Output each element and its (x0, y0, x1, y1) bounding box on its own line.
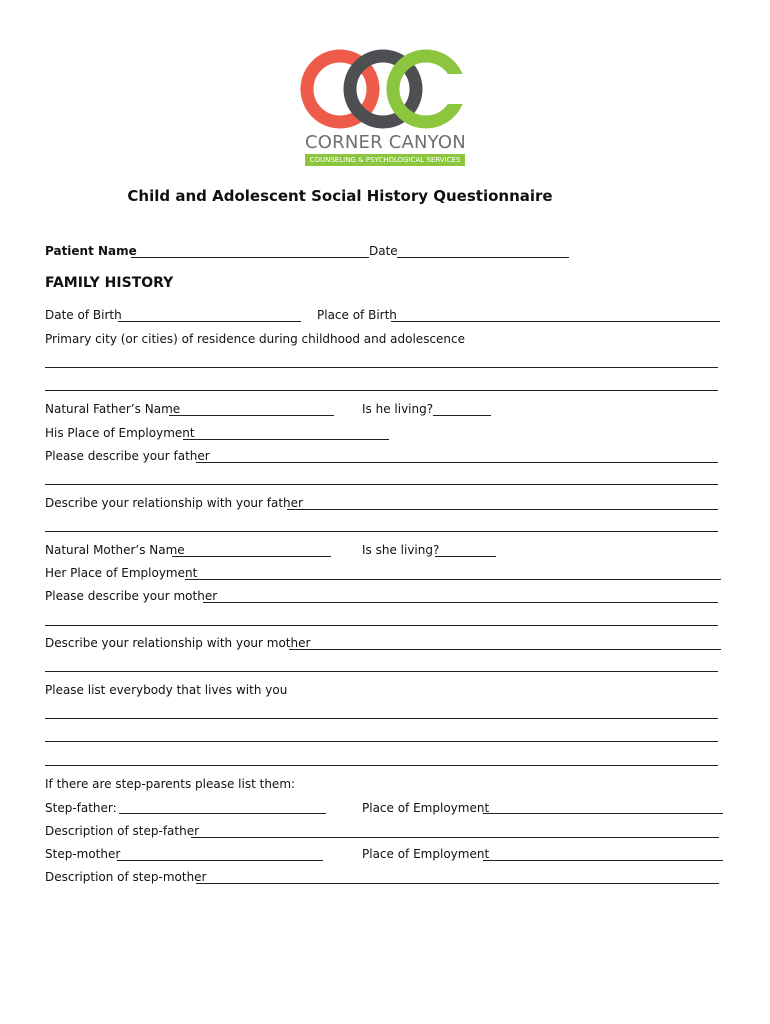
household-field-1[interactable] (45, 718, 718, 719)
stepmother-description-field[interactable] (196, 883, 719, 884)
father-describe-field-2[interactable] (45, 484, 718, 485)
stepfather-description-label: Description of step-father (45, 824, 200, 838)
father-living-label: Is he living? (362, 402, 434, 416)
date-of-birth-label: Date of Birth (45, 308, 122, 322)
page-title: Child and Adolescent Social History Questionnaire (127, 187, 553, 205)
father-describe-label: Please describe your father (45, 449, 210, 463)
household-label: Please list everybody that lives with you (45, 683, 288, 697)
mother-relationship-label: Describe your relationship with your mother (45, 636, 311, 650)
mother-describe-field-2[interactable] (45, 625, 718, 626)
date-label: Date (369, 244, 398, 258)
father-living-field[interactable] (433, 415, 491, 416)
stepfather-description-field[interactable] (191, 837, 719, 838)
residence-label: Primary city (or cities) of residence during childhood and adolescence (45, 332, 466, 346)
mother-name-label: Natural Mother’s Name (45, 543, 185, 557)
patient-name-field[interactable] (131, 257, 369, 258)
father-relationship-field-1[interactable] (287, 509, 718, 510)
stepmother-employment-field[interactable] (483, 860, 723, 861)
stepmother-field[interactable] (117, 860, 323, 861)
residence-field-1[interactable] (45, 367, 718, 368)
mother-living-field[interactable] (435, 556, 496, 557)
date-field[interactable] (397, 257, 569, 258)
mother-describe-field-1[interactable] (203, 602, 718, 603)
stepmother-description-label: Description of step-mother (45, 870, 207, 884)
logo-tagline: COUNSELING & PSYCHOLOGICAL SERVICES (305, 154, 465, 166)
patient-name-label: Patient Name (45, 244, 137, 258)
father-name-label: Natural Father’s Name (45, 402, 181, 416)
stepmother-label: Step-mother (45, 847, 121, 861)
stepfather-field[interactable] (119, 813, 326, 814)
date-of-birth-field[interactable] (118, 321, 301, 322)
father-relationship-field-2[interactable] (45, 531, 718, 532)
residence-field-2[interactable] (45, 390, 718, 391)
mother-employment-field[interactable] (185, 579, 721, 580)
step-parents-label: If there are step-parents please list them: (45, 777, 296, 791)
father-employment-field[interactable] (183, 439, 389, 440)
logo-brand-text: CORNER CANYON (305, 132, 466, 153)
father-name-field[interactable] (169, 415, 334, 416)
family-history-heading: FAMILY HISTORY (45, 275, 174, 291)
place-of-birth-field[interactable] (391, 321, 720, 322)
household-field-2[interactable] (45, 741, 718, 742)
corner-canyon-logo (300, 44, 470, 168)
father-employment-label: His Place of Employment (45, 426, 195, 440)
mother-name-field[interactable] (172, 556, 331, 557)
household-field-3[interactable] (45, 765, 718, 766)
mother-living-label: Is she living? (362, 543, 440, 557)
mother-describe-label: Please describe your mother (45, 589, 218, 603)
stepfather-label: Step-father: (45, 801, 117, 815)
mother-relationship-field-1[interactable] (289, 649, 721, 650)
mother-employment-label: Her Place of Employment (45, 566, 198, 580)
place-of-birth-label: Place of Birth (317, 308, 397, 322)
father-relationship-label: Describe your relationship with your father (45, 496, 303, 510)
stepfather-employment-field[interactable] (483, 813, 723, 814)
logo-circles-icon (300, 44, 470, 134)
stepfather-employment-label: Place of Employment (362, 801, 490, 815)
stepmother-employment-label: Place of Employment (362, 847, 490, 861)
mother-relationship-field-2[interactable] (45, 671, 718, 672)
father-describe-field-1[interactable] (196, 462, 718, 463)
